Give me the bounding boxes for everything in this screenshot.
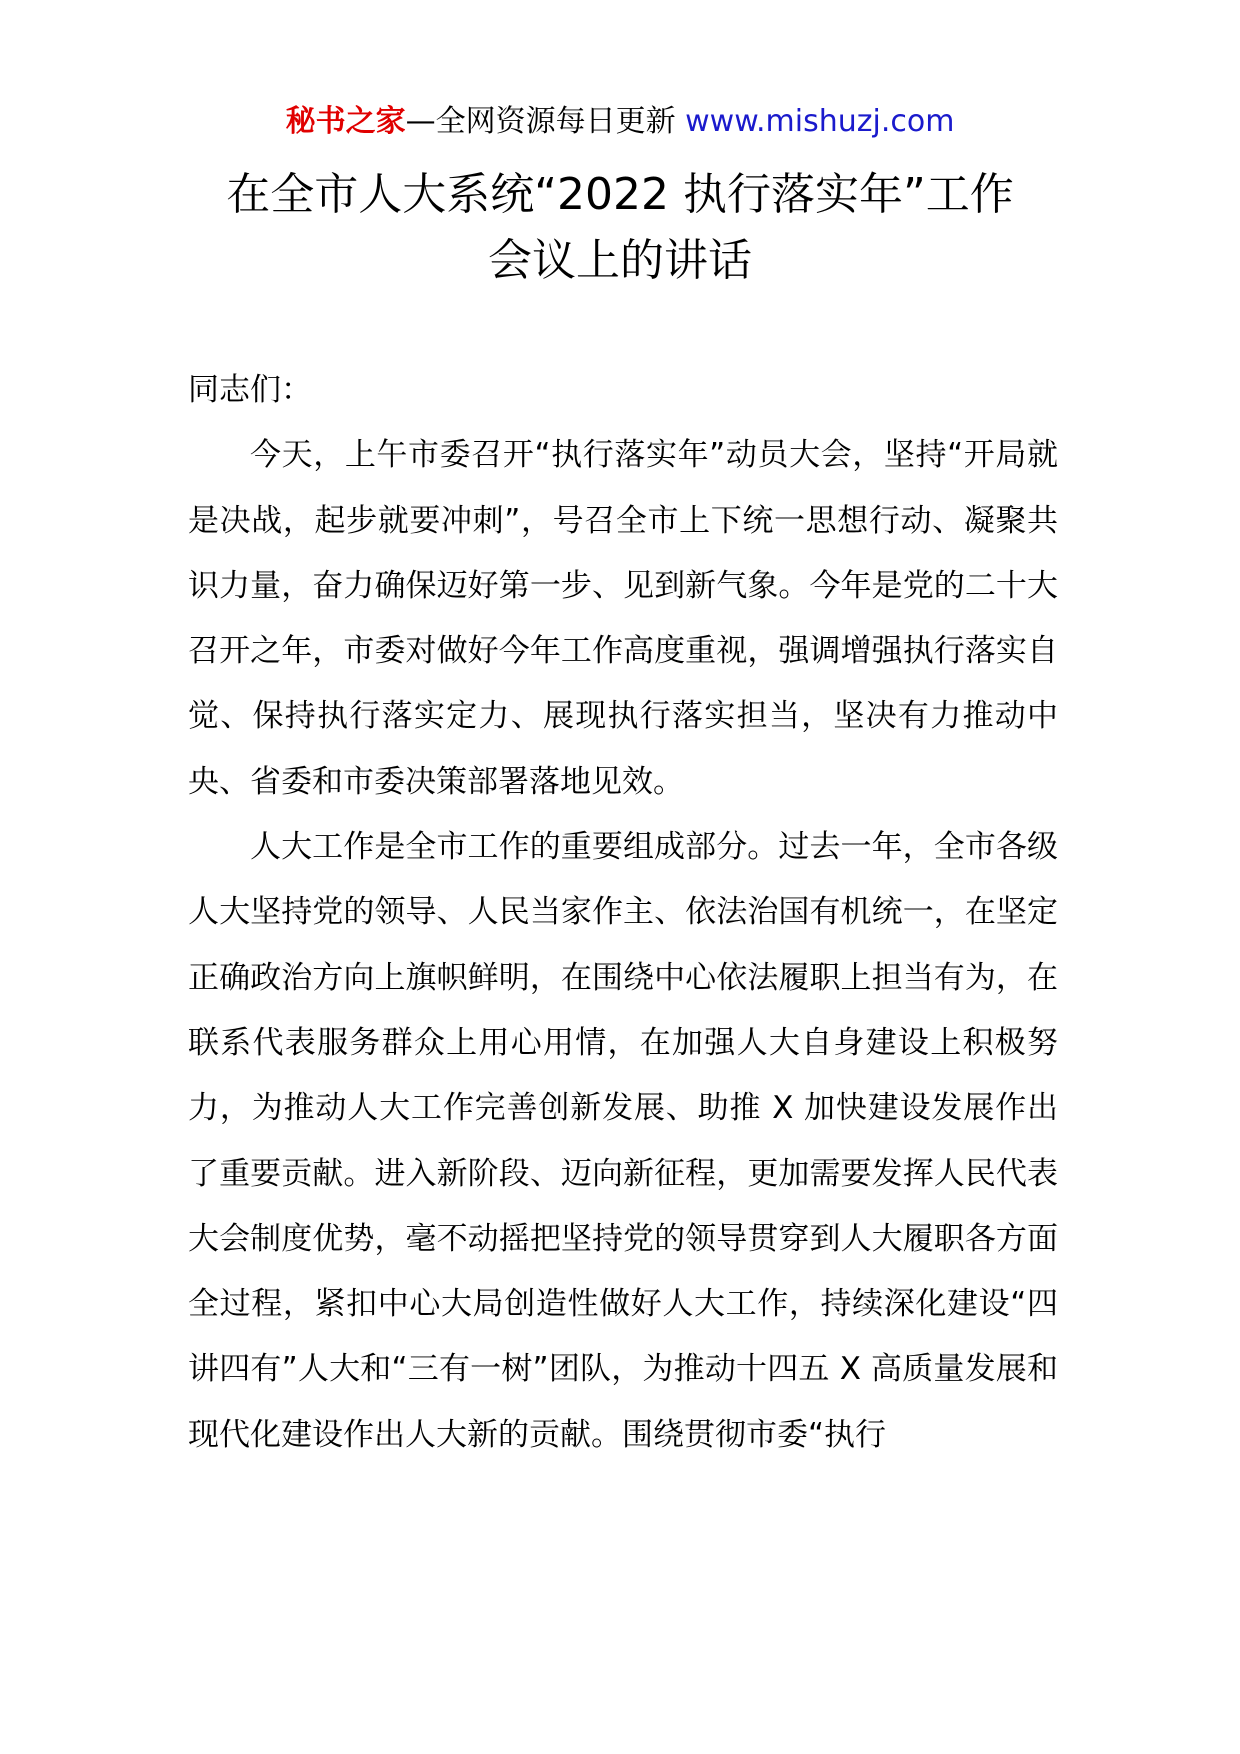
header-tagline: —全网资源每日更新 xyxy=(405,104,686,139)
site-url: www.mishuzj.com xyxy=(685,104,955,139)
paragraph-2: 人大工作是全市工作的重要组成部分。过去一年，全市各级人大坚持党的领导、人民当家作主、依法治国有机统一，在坚定正确政治方向上旗帜鲜明，在围绕中心依法履职上担当有为，在联系代表服务群众上用心用情，在加强人大自身建设上积极努力，为推动人大工作完善创新发展、助推 X 加快建设发展作出了重要贡献。进入新阶段、迈向新征程，更加需要发挥人民代表大会制度优势，毫不动摇把坚持党的领导贯穿到人大履职各方面全过程，紧扣中心大局创造性做好人大工作，持续深化建设“四讲四有”人大和“三有一树”团队，为推动十四五 X 高质量发展和现代化建设作出人大新的贡献。围绕贯彻市委“执行 xyxy=(188,829,1058,1453)
salutation: 同志们： xyxy=(188,372,312,408)
title-line-2: 会议上的讲话 xyxy=(488,235,752,286)
site-header xyxy=(0,102,1240,142)
speech-body xyxy=(188,358,1058,1468)
document-title xyxy=(160,162,1080,294)
brand-name: 秘书之家 xyxy=(285,104,406,139)
title-line-1: 在全市人大系统“2022 执行落实年”工作 xyxy=(226,169,1014,220)
paragraph-1: 今天，上午市委召开“执行落实年”动员大会，坚持“开局就是决战，起步就要冲刺”，号召全市上下统一思想行动、凝聚共识力量，奋力确保迈好第一步、见到新气象。今年是党的二十大召开之年，市委对做好今年工作高度重视，强调增强执行落实自觉、保持执行落实定力、展现执行落实担当，坚决有力推动中央、省委和市委决策部署落地见效。 xyxy=(188,437,1058,800)
